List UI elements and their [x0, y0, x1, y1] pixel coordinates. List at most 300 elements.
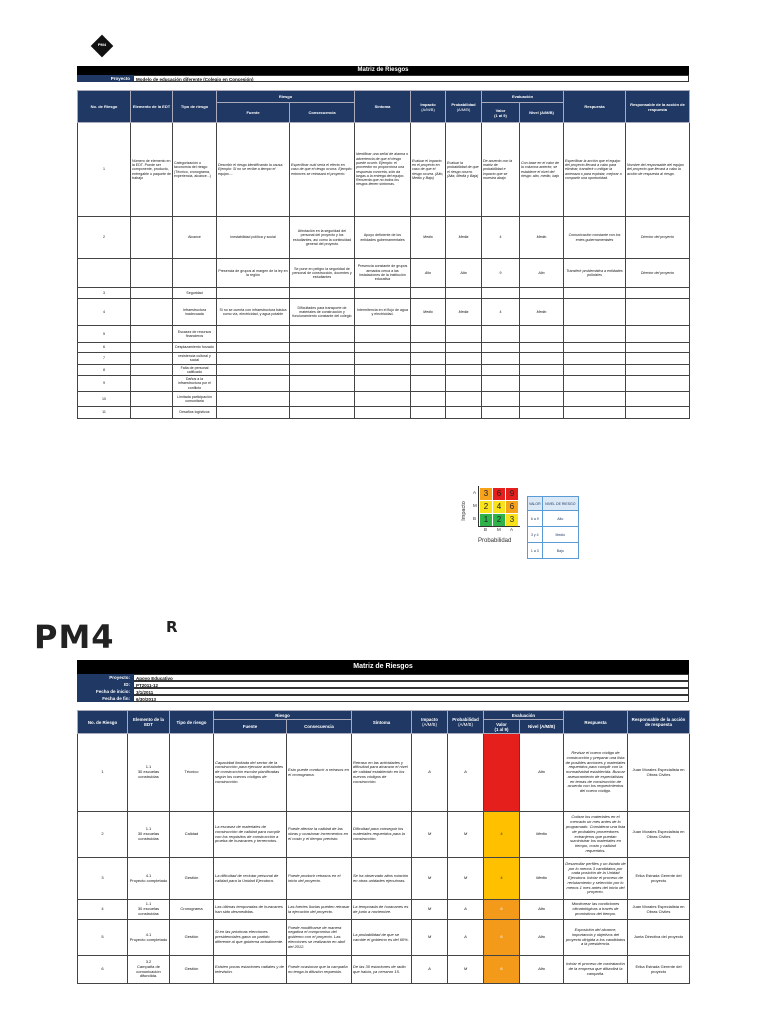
matrix-cell: 2: [493, 514, 505, 526]
risk-number: 5: [78, 920, 128, 956]
header-evaluacion: Evaluación: [482, 91, 564, 103]
risk-consequence: [290, 343, 355, 353]
risk-source: Capacidad limitada del sector de la construcción para ejecutar actividades de construcción escolar planificadas según los nuevos códigos de construcción.: [214, 734, 287, 812]
project-info-row: [77, 695, 689, 702]
risk-source: [217, 326, 290, 343]
risk-symptom: Dificultad para conseguir los materiales requeridos para la construcción.: [352, 812, 412, 858]
response-owner: [626, 376, 690, 392]
risk-symptom: Retraso en las actividades y dificultad para alcanzar el nivel de calidad establecido en los nuevos códigos de construcción.: [352, 734, 412, 812]
probability: M: [448, 812, 484, 858]
risk-symptom: La probabilidad de que se cambie el gobierno es del 60%.: [352, 920, 412, 956]
response-owner: Juan Morales Especialista en Obras Civiles: [628, 734, 690, 812]
risk-level: Medio: [520, 858, 564, 900]
impact: A: [412, 956, 448, 984]
probability: Media: [446, 299, 482, 326]
info-value: PT2011-12: [133, 681, 689, 688]
info-label: Fecha de inicio:: [77, 688, 133, 695]
edt-element: Número de elemento en la EDT. Puede ser componente, producto, entregable o paquete de trabajo: [131, 123, 173, 217]
risk-symptom: De las 30 estaciones de radio que había, ya cerraron 15.: [352, 956, 412, 984]
impact: Medio: [411, 217, 446, 259]
header-respuesta: Respuesta: [564, 91, 626, 123]
risk-consequence: [290, 288, 355, 299]
matrix-cell: 9: [506, 488, 518, 500]
x-level-b: B: [484, 527, 488, 532]
probability: [446, 376, 482, 392]
matrix-cell: 2: [480, 501, 492, 513]
header-tipo: Tipo de riesgo: [170, 711, 214, 734]
risk-response: [564, 353, 626, 365]
edt-element: 4.1 Proyecto completado: [128, 858, 170, 900]
risk-level: [520, 376, 564, 392]
impact: [411, 326, 446, 343]
risk-value: [482, 343, 520, 353]
info-value: 3/1/2011: [133, 688, 689, 695]
risk-value: 4: [482, 299, 520, 326]
sheet1-table: [77, 90, 690, 419]
y-level-b: B: [473, 516, 477, 521]
matrix-cell: 6: [506, 501, 518, 513]
response-owner: Junta Directiva del proyecto: [628, 920, 690, 956]
risk-response: [564, 299, 626, 326]
risk-source: La dificultad de reclutar personal de calidad para la Unidad Ejecutora.: [214, 858, 287, 900]
header-sintoma: Síntoma: [355, 91, 411, 123]
table-row: [78, 858, 690, 900]
risk-consequence: Puede afectar la calidad de las obras y ocasionar incrementos en el costo y el tiempo previsto.: [287, 812, 352, 858]
risk-value: [482, 407, 520, 419]
info-value: Apoyo Educativo: [133, 674, 689, 681]
risk-consequence: [290, 392, 355, 407]
probability: [446, 326, 482, 343]
risk-number: 4: [78, 299, 131, 326]
sheet2-title: Matriz de Riesgos: [77, 660, 689, 674]
edt-element: [131, 364, 173, 376]
risk-response: Iniciar el proceso de contratación de la empresa que difundirá la campaña.: [564, 956, 628, 984]
risk-source: La escasez de materiales de construcción de calidad para cumplir con los requisitos de construcción a prueba de huracanes y terremotos.: [214, 812, 287, 858]
table-row: [78, 288, 690, 299]
risk-response: Desarrollar perfiles y un listado de por lo menos 3 candidatos por cada posición de la Unidad Ejecutora. Iniciar el proceso de reclutamiento y selección por lo menos 1 mes antes del inicio del proyecto.: [564, 858, 628, 900]
logo-text: PM4: [34, 618, 115, 656]
header-probabilidad: Probabilidad (A/M/B): [446, 91, 482, 123]
response-owner: [626, 326, 690, 343]
risk-matrix-example: [77, 660, 689, 984]
project-label: Proyecto: [77, 75, 133, 82]
info-label: Proyecto:: [77, 674, 133, 681]
risk-type: Calidad: [170, 812, 214, 858]
probability: A: [448, 920, 484, 956]
risk-response: [564, 364, 626, 376]
table-row: [78, 299, 690, 326]
header-edt: Elemento de la EDT: [128, 711, 170, 734]
probability: Alta: [446, 259, 482, 288]
risk-number: 6: [78, 343, 131, 353]
edt-element: 1.1 30 escuelas construidas: [128, 812, 170, 858]
risk-number: 3: [78, 858, 128, 900]
risk-value: [482, 288, 520, 299]
logo-small-text: PM4: [97, 42, 107, 47]
info-value: 6/30/2013: [133, 695, 689, 702]
risk-type: Técnico: [170, 734, 214, 812]
risk-response: [564, 288, 626, 299]
table-row: [78, 376, 690, 392]
response-owner: [626, 364, 690, 376]
impact: M: [412, 858, 448, 900]
edt-element: [131, 288, 173, 299]
risk-source: [217, 343, 290, 353]
risk-symptom: [355, 353, 411, 365]
y-axis-label: Impacto: [460, 501, 467, 521]
header-valor: Valor (1 al 9): [482, 103, 520, 123]
risk-matrix-grid: [480, 488, 518, 526]
risk-level: Medio: [520, 299, 564, 326]
edt-element: [131, 407, 173, 419]
risk-symptom: [355, 364, 411, 376]
scale-header-valor: VALOR: [528, 497, 543, 511]
header-consecuencia: Consecuencia: [290, 103, 355, 123]
risk-level: Con base en el valor de la columna anterior, se establece el nivel del riesgo: alto, medio, bajo: [520, 123, 564, 217]
matrix-cell: 6: [493, 488, 505, 500]
header-responsable: Responsable de la acción de respuesta: [628, 711, 690, 734]
table-row: [78, 123, 690, 217]
risk-consequence: Puede modificarse de manera negativa el compromiso del gobierno con el proyecto. Las elecciones se realizarán en abril del 2012.: [287, 920, 352, 956]
project-info-row: [77, 688, 689, 695]
risk-response: Monitorear las condiciones climatológicas a través de pronósticos del tiempo.: [564, 900, 628, 920]
table-row: [78, 353, 690, 365]
impact: [411, 364, 446, 376]
risk-consequence: Se pone en peligro la seguridad de personal de construcción, docentes y estudiantes: [290, 259, 355, 288]
risk-level: Alto: [520, 259, 564, 288]
header-no: No. de Riesgo: [78, 91, 131, 123]
header-nivel: Nivel (A/M/B): [520, 720, 564, 734]
header-nivel: Nivel (A/M/B): [520, 103, 564, 123]
scale-nivel: Bajo: [542, 543, 578, 559]
y-axis-line: [478, 486, 479, 526]
probability: A: [448, 734, 484, 812]
risk-type: Limitada participación comunitaria: [173, 392, 217, 407]
header-evaluacion: Evaluación: [484, 711, 564, 720]
risk-type: Cronograma: [170, 900, 214, 920]
risk-response: [564, 343, 626, 353]
risk-consequence: Dificultades para transporte de materiales de construcción y funcionamiento constante del colegio: [290, 299, 355, 326]
probability: A: [448, 900, 484, 920]
risk-consequence: Afectación en la seguridad del personal del proyecto y los estudiantes, así como la continuidad general del proyecto: [290, 217, 355, 259]
probability: M: [448, 956, 484, 984]
impact: [411, 288, 446, 299]
probability: [446, 353, 482, 365]
response-owner: Juan Morales Especialista en Obras Civiles: [628, 812, 690, 858]
risk-value: 4: [484, 812, 520, 858]
risk-level: Alto: [520, 956, 564, 984]
matrix-cell: 4: [493, 501, 505, 513]
header-fuente: Fuente: [217, 103, 290, 123]
table-row: [78, 734, 690, 812]
risk-value: 9: [484, 734, 520, 812]
risk-type: Gestión: [170, 956, 214, 984]
probability: [446, 407, 482, 419]
risk-symptom: Apoyo deficiente de los entidades gubernamentales: [355, 217, 411, 259]
risk-symptom: Identificar una señal de alarma o advertencia de que el riesgo puede ocurrir. Ejemplo: el proveedor no proporciona una respuesta concreta, sólo da largas a la entrega del equipo. Recuerda que no todos los riesgos tienen síntomas.: [355, 123, 411, 217]
header-impacto: Impacto (A/M/B): [412, 711, 448, 734]
edt-element: [131, 299, 173, 326]
risk-number: 7: [78, 353, 131, 365]
scale-nivel: Medio: [542, 527, 578, 543]
impact: Evaluar el impacto en el proyecto en caso de que el riesgo ocurra. (Alto, Medio y Bajo): [411, 123, 446, 217]
risk-consequence: [290, 376, 355, 392]
risk-source: Las últimas temporadas de huracanes han sido desmedidas.: [214, 900, 287, 920]
response-owner: [626, 353, 690, 365]
risk-consequence: Puede ocasionar que la campaña no tenga la difusión requerida.: [287, 956, 352, 984]
risk-symptom: [355, 392, 411, 407]
risk-source: [217, 364, 290, 376]
risk-consequence: [290, 364, 355, 376]
risk-consequence: Puede producir retrasos en el inicio del proyecto.: [287, 858, 352, 900]
risk-number: 4: [78, 900, 128, 920]
edt-element: 1.1 30 escuelas construidas: [128, 900, 170, 920]
response-owner: [626, 299, 690, 326]
project-info-row: [77, 674, 689, 681]
header-tipo: Tipo de riesgo: [173, 91, 217, 123]
response-owner: [626, 288, 690, 299]
risk-number: 2: [78, 812, 128, 858]
risk-value: 4: [482, 217, 520, 259]
risk-response: Exposición del alcance, importancia y objetivos del proyecto dirigida a los candidatos a la presidencia.: [564, 920, 628, 956]
header-sintoma: Síntoma: [352, 711, 412, 734]
risk-value: 6: [484, 920, 520, 956]
header-fuente: Fuente: [214, 720, 287, 734]
risk-symptom: [355, 343, 411, 353]
impact: Medio: [411, 299, 446, 326]
response-owner: Juan Morales Especialista en Obras Civiles: [628, 900, 690, 920]
risk-number: 3: [78, 288, 131, 299]
risk-type: resistencia cultural y social: [173, 353, 217, 365]
header-responsable: Responsable de la acción de respuesta: [626, 91, 690, 123]
info-label: Fecha de fin:: [77, 695, 133, 702]
risk-symptom: Se ha observado altos rotación en otras unidades ejecutoras.: [352, 858, 412, 900]
sheet1-title: Matriz de Riesgos: [77, 66, 689, 75]
impact: M: [412, 812, 448, 858]
risk-source: Inestabilidad política y social: [217, 217, 290, 259]
risk-source: [217, 407, 290, 419]
risk-consequence: [290, 326, 355, 343]
probability: [446, 288, 482, 299]
edt-element: [131, 343, 173, 353]
risk-value: [482, 364, 520, 376]
risk-level: [520, 392, 564, 407]
risk-response: [564, 326, 626, 343]
risk-value: 6: [484, 900, 520, 920]
risk-number: 5: [78, 326, 131, 343]
risk-number: 8: [78, 364, 131, 376]
y-level-a: A: [473, 490, 477, 495]
impact: [411, 376, 446, 392]
impact: M: [412, 900, 448, 920]
risk-level: [520, 364, 564, 376]
scale-valor: 6 a 9: [528, 511, 543, 527]
logo-superscript: R: [166, 618, 178, 636]
project-info-row: [77, 681, 689, 688]
risk-level: Alto: [520, 920, 564, 956]
probability: [446, 364, 482, 376]
risk-value: [482, 376, 520, 392]
header-impacto: Impacto (A/M/B): [411, 91, 446, 123]
risk-level: [520, 288, 564, 299]
risk-number: 11: [78, 407, 131, 419]
risk-level: Medio: [520, 812, 564, 858]
risk-symptom: La temporada de huracanes es de junio a noviembre.: [352, 900, 412, 920]
header-respuesta: Respuesta: [564, 711, 628, 734]
table-row: [78, 920, 690, 956]
risk-symptom: [355, 326, 411, 343]
risk-level: [520, 343, 564, 353]
risk-value: De acuerdo con la matriz de probabilidad e impacto que se muestra abajo: [482, 123, 520, 217]
risk-value: [482, 392, 520, 407]
impact: M: [412, 920, 448, 956]
risk-consequence: Especificar cuál sería el efecto en caso de que el riesgo ocurra. Ejemplo: entonces se retrasará el proyecto.: [290, 123, 355, 217]
table-row: [78, 343, 690, 353]
scale-nivel: Alto: [542, 511, 578, 527]
risk-type: [173, 259, 217, 288]
probability: Evaluar la probabilidad de que el riesgo ocurra. (Alta, Media y Baja): [446, 123, 482, 217]
risk-type: Escasez de recursos financieros: [173, 326, 217, 343]
response-owner: Director del proyecto: [626, 259, 690, 288]
risk-value: 9: [482, 259, 520, 288]
probability: [446, 343, 482, 353]
impact: A: [412, 734, 448, 812]
risk-source: Existen pocas estaciones radiales y de televisión.: [214, 956, 287, 984]
risk-value: [482, 326, 520, 343]
risk-response: Comunicación constante con los entes gubernamentales: [564, 217, 626, 259]
table-row: [78, 956, 690, 984]
matrix-cell: 3: [480, 488, 492, 500]
info-label: ID:: [77, 681, 133, 688]
risk-response: Cotizar los materiales en el mercado un mes antes de lo programado. Considerar una lista de probables proveedores extranjeros que puedan suministrar los materiales en tiempo, costo y calidad requeridos.: [564, 812, 628, 858]
risk-level: [520, 326, 564, 343]
response-owner: [626, 407, 690, 419]
risk-symptom: [355, 376, 411, 392]
risk-symptom: Intermitencia en el flujo de agua y electricidad.: [355, 299, 411, 326]
table-row: [78, 364, 690, 376]
edt-element: [131, 217, 173, 259]
risk-response: Revisar el nuevo código de construcción y preparar una lista de posibles acciones y materiales requeridos para cumplir con la normatividad establecida. Buscar asesoramiento de especialistas en temas de construcción de acuerdo con los requerimientos del nuevo código.: [564, 734, 628, 812]
impact: [411, 392, 446, 407]
risk-type: Categorización o taxonomía del riesgo (Técnico, cronograma, experiencia, alcance...): [173, 123, 217, 217]
risk-symptom: [355, 288, 411, 299]
table-row: [78, 217, 690, 259]
pm4-logo-small: [92, 36, 112, 56]
scale-valor: 1 a 3: [528, 543, 543, 559]
risk-level-scale: [527, 496, 579, 559]
risk-consequence: [290, 407, 355, 419]
risk-number: 9: [78, 376, 131, 392]
risk-source: Si no se cuenta con infraestructura básica como vía, electricidad, y agua potable: [217, 299, 290, 326]
risk-consequence: Esto puede conducir a retrasos en el cronograma.: [287, 734, 352, 812]
table-row: [78, 407, 690, 419]
response-owner: Nombre del responsable del equipo del proyecto que llevará a cabo la acción de respuesta al riesgo.: [626, 123, 690, 217]
project-value: Modelo de educación diferente (Colegio en Concesión): [133, 75, 689, 82]
risk-level: Alto: [520, 734, 564, 812]
header-valor: Valor (1 al 9): [484, 720, 520, 734]
risk-type: Gestión: [170, 858, 214, 900]
risk-type: Desafíos logísticos: [173, 407, 217, 419]
risk-source: Si en las próximas elecciones presidenciales gana un partido diferente al que gobierna actualmente.: [214, 920, 287, 956]
impact: Alto: [411, 259, 446, 288]
risk-response: Transferir problemática a entidades policiales: [564, 259, 626, 288]
risk-value: 4: [484, 858, 520, 900]
risk-level: Medio: [520, 217, 564, 259]
risk-consequence: [290, 353, 355, 365]
risk-response: Especificar la acción que el equipo del proyecto llevará a cabo para eliminar, transferir o mitigar la amenaza o para explotar, mejorar o compartir una oportunidad.: [564, 123, 626, 217]
scale-valor: 3 y 4: [528, 527, 543, 543]
risk-source: Presencia de grupos al margen de la ley en la región: [217, 259, 290, 288]
table-row: [78, 900, 690, 920]
risk-number: 1: [78, 734, 128, 812]
edt-element: 1.1 30 escuelas construidas: [128, 734, 170, 812]
matrix-cell: 3: [506, 514, 518, 526]
sheet2-table: [77, 710, 690, 984]
risk-response: [564, 376, 626, 392]
risk-source: [217, 353, 290, 365]
probability: [446, 392, 482, 407]
risk-type: Falta de personal calificado: [173, 364, 217, 376]
risk-type: Seguridad: [173, 288, 217, 299]
risk-type: Alcance: [173, 217, 217, 259]
risk-response: [564, 392, 626, 407]
risk-type: Infraestructura inadecuada: [173, 299, 217, 326]
edt-element: [131, 376, 173, 392]
risk-type: Gestión: [170, 920, 214, 956]
header-probabilidad: Probabilidad (A/M/B): [448, 711, 484, 734]
risk-source: Describir el riesgo identificando la causa. Ejemplo: Si no se recibe a tiempo el equipo....: [217, 123, 290, 217]
table-row: [78, 812, 690, 858]
risk-symptom: [355, 407, 411, 419]
edt-element: [131, 326, 173, 343]
header-edt: Elemento de la EDT: [131, 91, 173, 123]
risk-value: [482, 353, 520, 365]
matrix-cell: 1: [480, 514, 492, 526]
edt-element: [131, 392, 173, 407]
risk-level: [520, 407, 564, 419]
probability: M: [448, 858, 484, 900]
risk-number: [78, 259, 131, 288]
response-owner: [626, 343, 690, 353]
risk-number: 6: [78, 956, 128, 984]
risk-source: [217, 392, 290, 407]
risk-source: [217, 376, 290, 392]
edt-element: 3.2 Campaña de comunicación difundida.: [128, 956, 170, 984]
edt-element: [131, 353, 173, 365]
header-riesgo: Riesgo: [217, 91, 355, 103]
table-row: [78, 392, 690, 407]
table-row: [78, 326, 690, 343]
risk-type: Daños a la infraestructura por el conflicto: [173, 376, 217, 392]
sheet1-project-row: [77, 75, 689, 82]
risk-source: [217, 288, 290, 299]
risk-number: 2: [78, 217, 131, 259]
risk-number: 10: [78, 392, 131, 407]
response-owner: [626, 392, 690, 407]
x-level-m: M: [497, 527, 501, 532]
impact: [411, 407, 446, 419]
header-consecuencia: Consecuencia: [287, 720, 352, 734]
x-level-a: A: [510, 527, 514, 532]
header-no: No. de Riesgo: [78, 711, 128, 734]
probability: Media: [446, 217, 482, 259]
impact: [411, 343, 446, 353]
scale-header-nivel: NIVEL DE RIESGO: [542, 497, 578, 511]
risk-value: 6: [484, 956, 520, 984]
risk-number: 1: [78, 123, 131, 217]
risk-consequence: Las fuertes lluvias pueden retrasar la ejecución del proyecto.: [287, 900, 352, 920]
response-owner: Erika Estrada Gerente del proyecto: [628, 858, 690, 900]
